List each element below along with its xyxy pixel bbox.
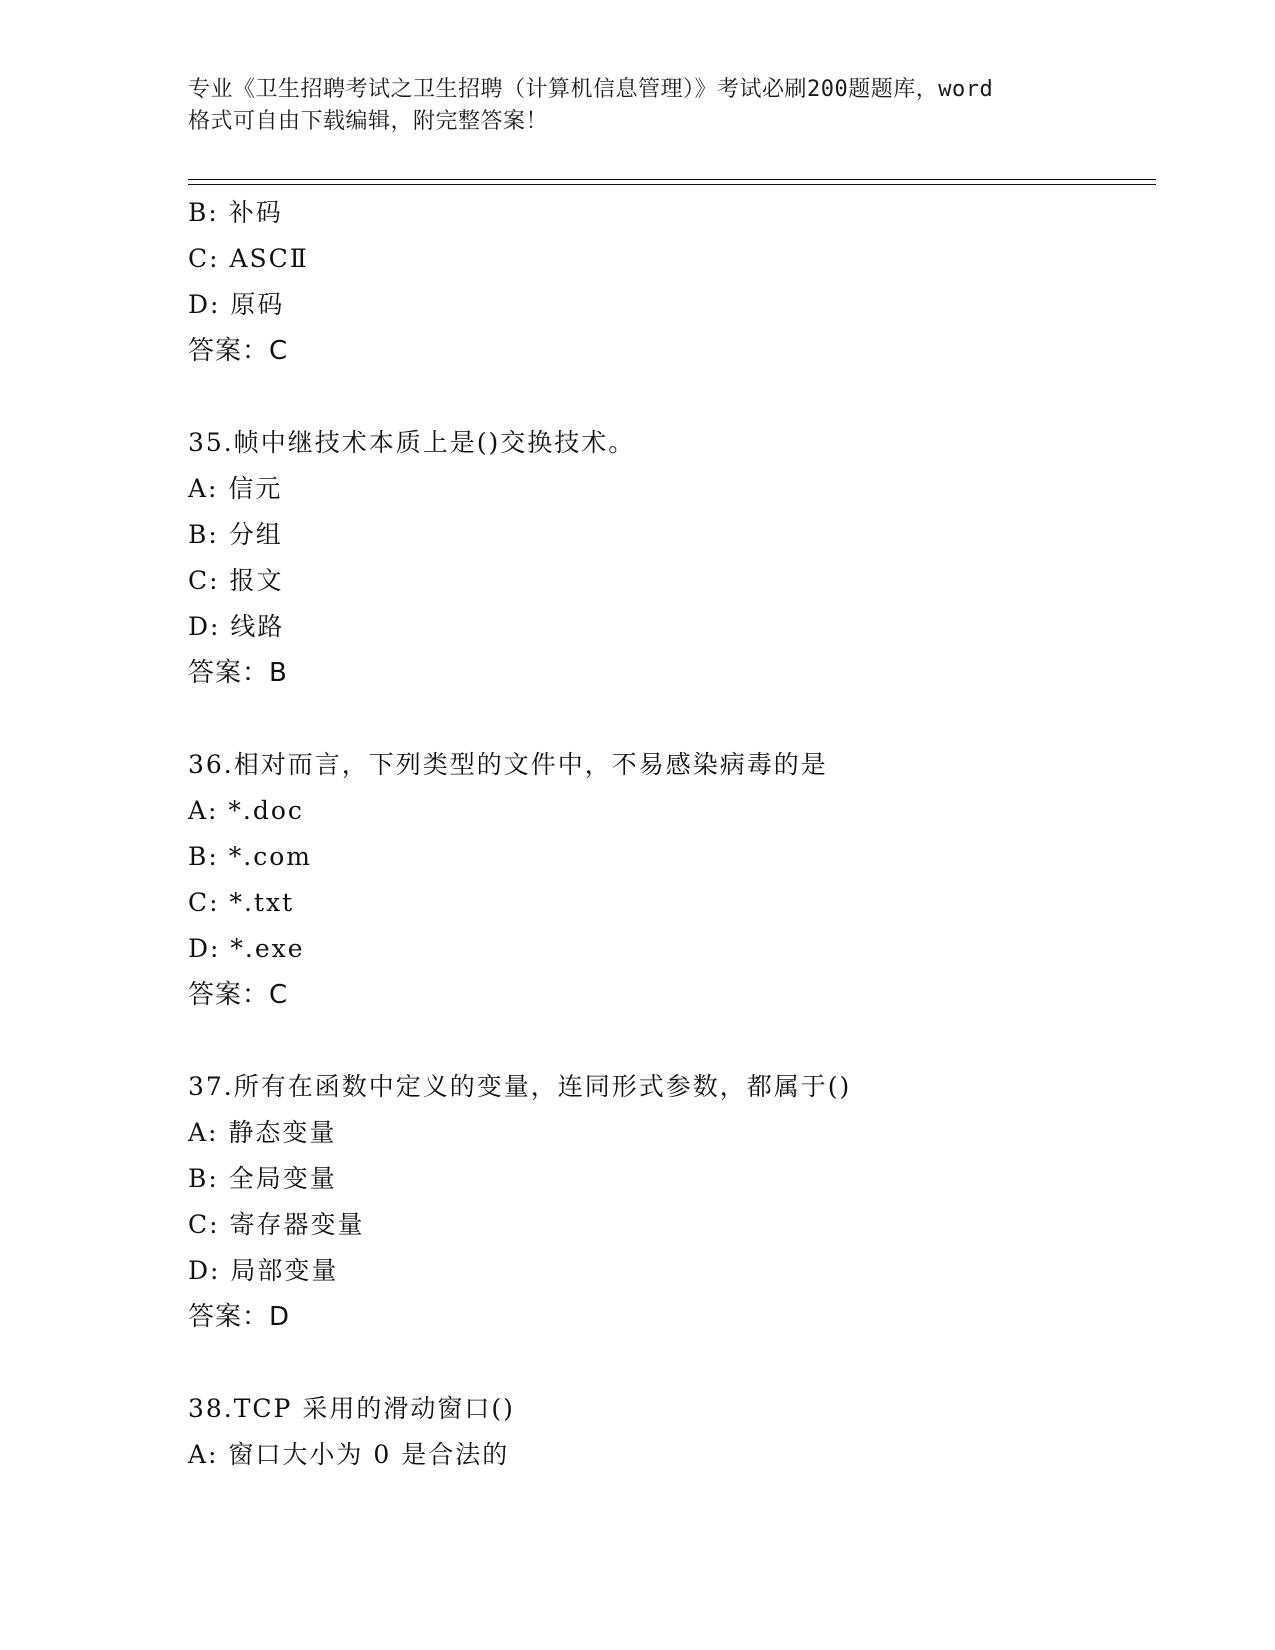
option-line: A: *.doc: [188, 796, 304, 825]
question-block-35: [188, 420, 1148, 696]
spacer: [188, 1018, 1148, 1064]
answer-line: 答案：B: [188, 658, 288, 688]
option-line: C: 报文: [188, 566, 284, 595]
answer-line: 答案：C: [188, 336, 289, 366]
option-line: C: ASCⅡ: [188, 244, 309, 273]
option-line: D: *.exe: [188, 934, 305, 963]
spacer: [188, 696, 1148, 742]
header-line-1: 专业《卫生招聘考试之卫生招聘（计算机信息管理）》考试必刷200题题库，word: [188, 77, 994, 102]
header-divider-bottom: [188, 184, 1156, 185]
option-line: B: 全局变量: [188, 1164, 337, 1193]
question-stem: 37.所有在函数中定义的变量，连同形式参数，都属于(): [188, 1072, 852, 1101]
question-stem: 35.帧中继技术本质上是()交换技术。: [188, 428, 636, 457]
question-stem: 36.相对而言，下列类型的文件中，不易感染病毒的是: [188, 750, 828, 779]
question-list: [188, 190, 1148, 1478]
option-line: C: *.txt: [188, 888, 295, 917]
answer-line: 答案：D: [188, 1302, 291, 1332]
header-line-2: 格式可自由下载编辑，附完整答案！: [188, 109, 549, 134]
question-block-38: [188, 1386, 1148, 1478]
document-header: [188, 74, 1088, 138]
question-block-37: [188, 1064, 1148, 1340]
option-line: D: 原码: [188, 290, 285, 319]
option-line: D: 局部变量: [188, 1256, 339, 1285]
option-line: A: 静态变量: [188, 1118, 337, 1147]
option-line: B: 补码: [188, 198, 283, 227]
spacer: [188, 1340, 1148, 1386]
answer-line: 答案：C: [188, 980, 289, 1010]
option-line: A: 信元: [188, 474, 283, 503]
question-block-36: [188, 742, 1148, 1018]
option-line: B: *.com: [188, 842, 312, 871]
option-line: A: 窗口大小为 0 是合法的: [188, 1440, 510, 1469]
spacer: [188, 374, 1148, 420]
question-block-34: [188, 190, 1148, 374]
option-line: B: 分组: [188, 520, 283, 549]
question-stem: 38.TCP 采用的滑动窗口(): [188, 1394, 515, 1423]
option-line: C: 寄存器变量: [188, 1210, 365, 1239]
header-divider-top: [188, 179, 1156, 180]
option-line: D: 线路: [188, 612, 285, 641]
